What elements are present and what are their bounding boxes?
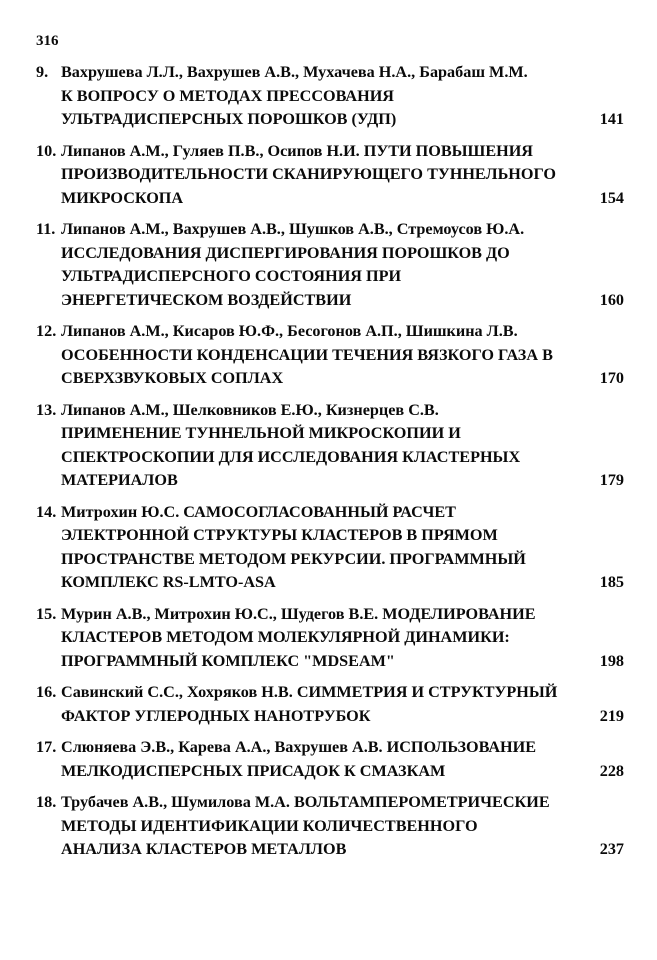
entry-line: Трубачев А.В., Шумилова М.А. ВОЛЬТАМПЕРОМЕТРИЧЕСКИЕ: [61, 793, 550, 811]
toc-entry: [36, 681, 624, 728]
entry-line: МАТЕРИАЛОВ: [61, 471, 178, 489]
entry-text: [61, 501, 584, 595]
page-number: 316: [36, 33, 59, 49]
entry-line: Липанов А.М., Вахрушев А.В., Шушков А.В., Стремоусов Ю.А.: [61, 220, 525, 238]
entry-line: МЕТОДЫ ИДЕНТИФИКАЦИИ КОЛИЧЕСТВЕННОГО: [61, 816, 478, 835]
entry-line: КОМПЛЕКС RS-LMTO-ASA: [61, 573, 276, 591]
entry-line: ПРОГРАММНЫЙ КОМПЛЕКС "MDSEAM": [61, 651, 395, 670]
toc-entry: [36, 61, 624, 132]
entry-number: 11.: [36, 220, 56, 238]
entry-line: ФАКТОР УГЛЕРОДНЫХ НАНОТРУБОК: [61, 706, 371, 725]
toc-entry: [36, 140, 624, 211]
toc-entry: [36, 399, 624, 493]
entry-line: КЛАСТЕРОВ МЕТОДОМ МОЛЕКУЛЯРНОЙ ДИНАМИКИ:: [61, 628, 510, 646]
entry-text: [61, 603, 584, 674]
entry-line: Вахрушева Л.Л., Вахрушев А.В., Мухачева Н.А., Барабаш М.М.: [61, 63, 528, 81]
entry-line: МИКРОСКОПА: [61, 188, 184, 207]
entry-page-number: 160: [599, 290, 624, 309]
entry-line: К ВОПРОСУ О МЕТОДАХ ПРЕССОВАНИЯ: [61, 86, 394, 105]
entry-line: СВЕРХЗВУКОВЫХ СОПЛАХ: [61, 369, 284, 387]
toc-entry: [36, 320, 624, 391]
entry-text: [61, 681, 584, 728]
entry-line: Липанов А.М., Гуляев П.В., Осипов Н.И. ПУТИ ПОВЫШЕНИЯ: [61, 141, 533, 160]
entry-page-number: 141: [599, 110, 624, 128]
entry-line: Мурин А.В., Митрохин Ю.С., Шудегов В.Е. МОДЕЛИРОВАНИЕ: [61, 604, 536, 623]
table-of-contents: [36, 61, 624, 862]
entry-line: Савинский С.С., Хохряков Н.В. СИММЕТРИЯ И СТРУКТУРНЫЙ: [61, 683, 558, 701]
entry-number: 18.: [36, 793, 57, 811]
entry-line: ПРОСТРАНСТВЕ МЕТОДОМ РЕКУРСИИ. ПРОГРАММНЫЙ: [61, 549, 526, 568]
toc-entry: [36, 218, 624, 312]
entry-number: 14.: [36, 502, 57, 521]
entry-line: ПРИМЕНЕНИЕ ТУННЕЛЬНОЙ МИКРОСКОПИИ И: [61, 424, 461, 442]
entry-page-number: 185: [599, 573, 624, 591]
toc-entry: [36, 736, 624, 783]
entry-number: 12.: [36, 322, 57, 340]
entry-line: СПЕКТРОСКОПИИ ДЛЯ ИССЛЕДОВАНИЯ КЛАСТЕРНЫХ: [61, 447, 521, 466]
entry-page-number: 170: [599, 369, 624, 387]
entry-page-number: 219: [599, 706, 624, 725]
entry-line: АНАЛИЗА КЛАСТЕРОВ МЕТАЛЛОВ: [61, 840, 347, 858]
entry-text: [61, 218, 584, 312]
toc-entry: [36, 501, 624, 595]
entry-text: [61, 320, 584, 391]
entry-line: Липанов А.М., Кисаров Ю.Ф., Бесогонов А.П., Шишкина Л.В.: [61, 322, 518, 340]
entry-line: Митрохин Ю.С. САМОСОГЛАСОВАННЫЙ РАСЧЕТ: [61, 502, 456, 521]
entry-page-number: 228: [599, 761, 624, 780]
entry-number: 17.: [36, 738, 57, 756]
entry-line: Слюняева Э.В., Карева А.А., Вахрушев А.В. ИСПОЛЬЗОВАНИЕ: [61, 738, 537, 756]
entry-number: 15.: [36, 604, 57, 623]
entry-page-number: 198: [599, 651, 624, 670]
entry-line: ИССЛЕДОВАНИЯ ДИСПЕРГИРОВАНИЯ ПОРОШКОВ ДО: [61, 243, 510, 262]
entry-line: ОСОБЕННОСТИ КОНДЕНСАЦИИ ТЕЧЕНИЯ ВЯЗКОГО ГАЗА В: [61, 345, 553, 364]
entry-text: [61, 399, 584, 493]
toc-entry: [36, 791, 624, 862]
entry-line: Липанов А.М., Шелковников Е.Ю., Кизнерцев С.В.: [61, 400, 439, 419]
entry-page-number: 154: [599, 188, 624, 207]
entry-page-number: 179: [599, 471, 624, 489]
entry-text: [61, 61, 584, 132]
entry-page-number: 237: [599, 840, 624, 858]
entry-line: ЭЛЕКТРОННОЙ СТРУКТУРЫ КЛАСТЕРОВ В ПРЯМОМ: [61, 526, 498, 544]
entry-line: ПРОИЗВОДИТЕЛЬНОСТИ СКАНИРУЮЩЕГО ТУННЕЛЬНОГО: [61, 165, 556, 183]
entry-number: 9.: [36, 63, 49, 81]
entry-line: УЛЬТРАДИСПЕРСНОГО СОСТОЯНИЯ ПРИ: [61, 267, 402, 285]
entry-text: [61, 736, 584, 783]
entry-number: 10.: [36, 141, 57, 160]
entry-text: [61, 140, 584, 211]
entry-line: ЭНЕРГЕТИЧЕСКОМ ВОЗДЕЙСТВИИ: [61, 290, 352, 309]
entry-text: [61, 791, 584, 862]
entry-line: МЕЛКОДИСПЕРСНЫХ ПРИСАДОК К СМАЗКАМ: [61, 761, 446, 780]
entry-line: УЛЬТРАДИСПЕРСНЫХ ПОРОШКОВ (УДП): [61, 110, 397, 128]
toc-entry: [36, 603, 624, 674]
entry-number: 13.: [36, 400, 57, 419]
entry-number: 16.: [36, 683, 57, 701]
